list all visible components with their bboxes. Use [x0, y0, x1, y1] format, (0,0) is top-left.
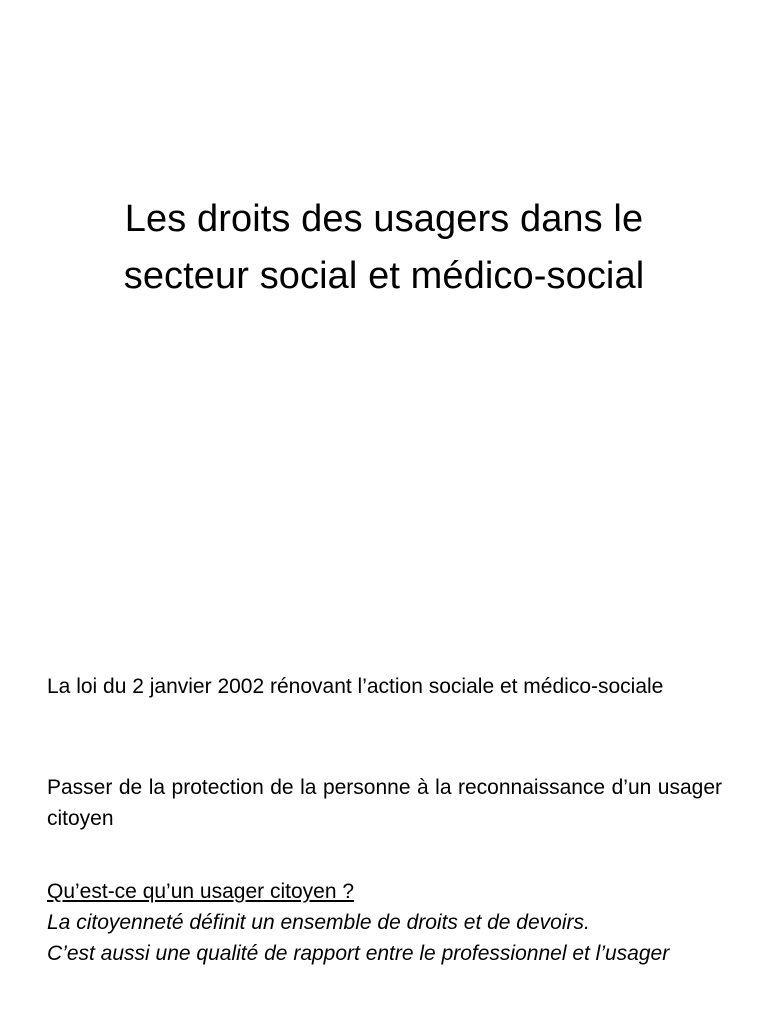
protection-paragraph: Passer de la protection de la personne à la reconnaissance d’un usager citoyen	[47, 776, 722, 830]
page-title	[60, 191, 708, 305]
relationship-quality: C’est aussi une qualité de rapport entre le professionnel et l’usager	[47, 942, 670, 965]
law-paragraph: La loi du 2 janvier 2002 rénovant l’action sociale et médico-sociale	[47, 675, 664, 698]
title-line-2: secteur social et médico-social	[123, 255, 645, 297]
citizen-user-section	[47, 876, 722, 969]
citizenship-definition: La citoyenneté définit un ensemble de droits et de devoirs.	[47, 911, 590, 934]
citizen-user-question: Qu’est-ce qu’un usager citoyen ?	[47, 880, 355, 903]
title-line-1: Les droits des usagers dans le	[124, 198, 644, 240]
